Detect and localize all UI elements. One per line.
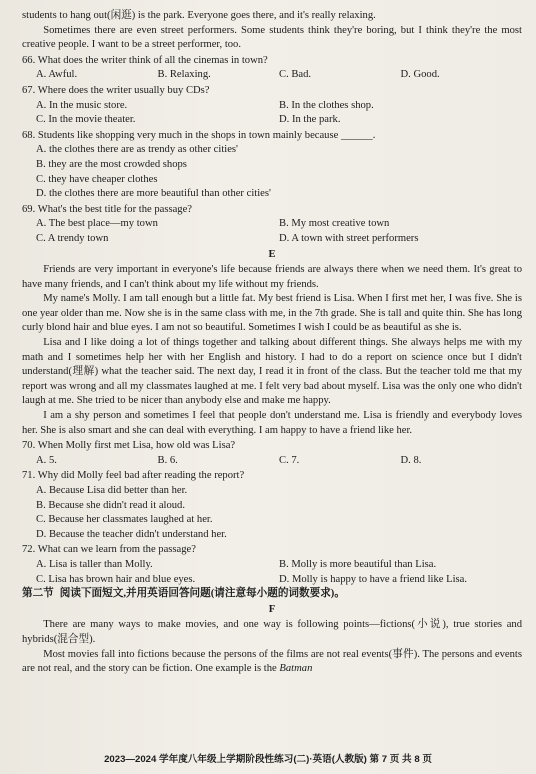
section-2-heading (22, 587, 522, 602)
question-stem: 69. What's the best title for the passage? (22, 203, 192, 215)
answer-option: B. Molly is more beautiful than Lisa. (279, 558, 437, 570)
answer-option: B. My most creative town (279, 218, 390, 230)
answer-option: D. 8. (400, 454, 422, 466)
answer-option: A. Because Lisa did better than her. (36, 485, 188, 496)
answer-option: D. Molly is happy to have a friend like Lisa. (279, 573, 467, 585)
question-stem: 66. What does the writer think of all the cinemas in town? (22, 54, 268, 66)
answer-option: B. Relaxing. (157, 69, 211, 81)
answer-options (22, 143, 522, 201)
passage-f-letter: F (268, 603, 276, 615)
passage-e-paragraph: I am a shy person and sometimes I feel that people don't understand me. Lisa is friendly and everybody loves her. She is also smart and she can deal with everything. I am happy to have a friend like her. (22, 410, 522, 436)
passage-d-tail-line: students to hang out(闲逛) is the park. Everyone goes there, and it's really relaxing. (22, 10, 376, 21)
passage-e-paragraph: My name's Molly. I am tall enough but a little fat. My best friend is Lisa. When I first met her, I was five. She is one year older than me. Now she is in the same class with me, in the 7th grade. She is tall and quite thin. She has long curly blond hair and blue eyes. I am not so beautiful. Sometimes I wish I could be as beautiful as she is. (22, 293, 522, 334)
passage-e-paragraph: Friends are very important in everyone's life because friends are always there when we need them. It's great to have many friends, and I can't think about my life without my friends. (22, 264, 522, 290)
passage-f-italic-title: Batman (279, 663, 313, 675)
answer-options (22, 484, 522, 542)
passage-f-paragraph-2-text: Most movies fall into fictions because the persons of the films are not real events(事件). The persons and events are not real, and the story can be fiction. One example is the (22, 648, 522, 675)
answer-options (22, 558, 522, 587)
answer-option: B. they are the most crowded shops (36, 158, 187, 170)
answer-option: D. Because the teacher didn't understand her. (36, 528, 227, 540)
passage-e-paragraph: Lisa and I like doing a lot of things together and talking about different things. She always helps me with my math and I sometimes help her with her English and history. I had to do a report on science once but I didn't understand(理解) what the teacher said. The next day, I read it in front of the class. But the teacher told me that my report was wrong and all my classmates laughed at me. I felt very bad about myself. Lisa was the only one who didn't laugh at me. She tried to be nicer than anybody else and make me happy. (22, 337, 522, 407)
answer-option: B. 6. (157, 454, 178, 466)
questions-66-69 (22, 54, 522, 247)
answer-option: B. In the clothes shop. (279, 99, 374, 111)
question-stem: 67. Where does the writer usually buy CDs? (22, 84, 210, 96)
answer-option: A. Lisa is taller than Molly. (36, 558, 153, 570)
question-stem: 72. What can we learn from the passage? (22, 544, 196, 556)
passage-e-letter: E (268, 248, 276, 260)
question-stem: 68. Students like shopping very much in the shops in town mainly because ______. (22, 129, 376, 141)
answer-option: B. Because she didn't read it aloud. (36, 499, 186, 511)
answer-option: C. A trendy town (36, 232, 109, 244)
answer-option: C. they have cheaper clothes (36, 173, 158, 185)
answer-option: A. the clothes there are as trendy as other cities' (36, 144, 238, 156)
answer-options (22, 454, 522, 469)
answer-option: D. A town with street performers (279, 232, 419, 244)
question-stem: 70. When Molly first met Lisa, how old was Lisa? (22, 440, 236, 452)
answer-option: A. The best place—my town (36, 218, 158, 230)
question-stem: 71. Why did Molly feel bad after reading the report? (22, 470, 245, 482)
answer-option: C. In the movie theater. (36, 114, 136, 126)
passage-f-paragraph-2 (22, 648, 522, 677)
page-footer: 2023—2024 学年度八年级上学期阶段性练习(二)·英语(人教版) 第 7 页 共 8 页 (104, 754, 432, 766)
section-2-tag: 第二节 (22, 588, 54, 600)
passage-e-body (22, 263, 522, 438)
answer-option: D. the clothes there are more beautiful than other cities' (36, 188, 271, 200)
section-2-title: 阅读下面短文,并用英语回答问题(请注意每小题的词数要求)。 (59, 588, 345, 600)
answer-option: C. Bad. (279, 69, 312, 81)
passage-f-paragraph-1: There are many ways to make movies, and one way is following points—fictions(小说), true stories and hybrids(混合型). (22, 619, 522, 645)
answer-option: C. Because her classmates laughed at her. (36, 514, 213, 526)
answer-options (22, 217, 522, 246)
answer-option: C. Lisa has brown hair and blue eyes. (36, 573, 196, 585)
answer-options (22, 68, 522, 83)
answer-option: A. Awful. (36, 69, 78, 81)
answer-option: A. 5. (36, 454, 57, 466)
answer-options (22, 99, 522, 128)
answer-option: D. In the park. (279, 114, 341, 126)
questions-70-72 (22, 439, 522, 587)
passage-d-last-paragraph: Sometimes there are even street performers. Some students think they're boring, but I think they're the most creative people. I want to be a street performer, too. (22, 24, 522, 51)
answer-option: A. In the music store. (36, 99, 128, 111)
answer-option: C. 7. (279, 454, 300, 466)
answer-option: D. Good. (400, 69, 440, 81)
